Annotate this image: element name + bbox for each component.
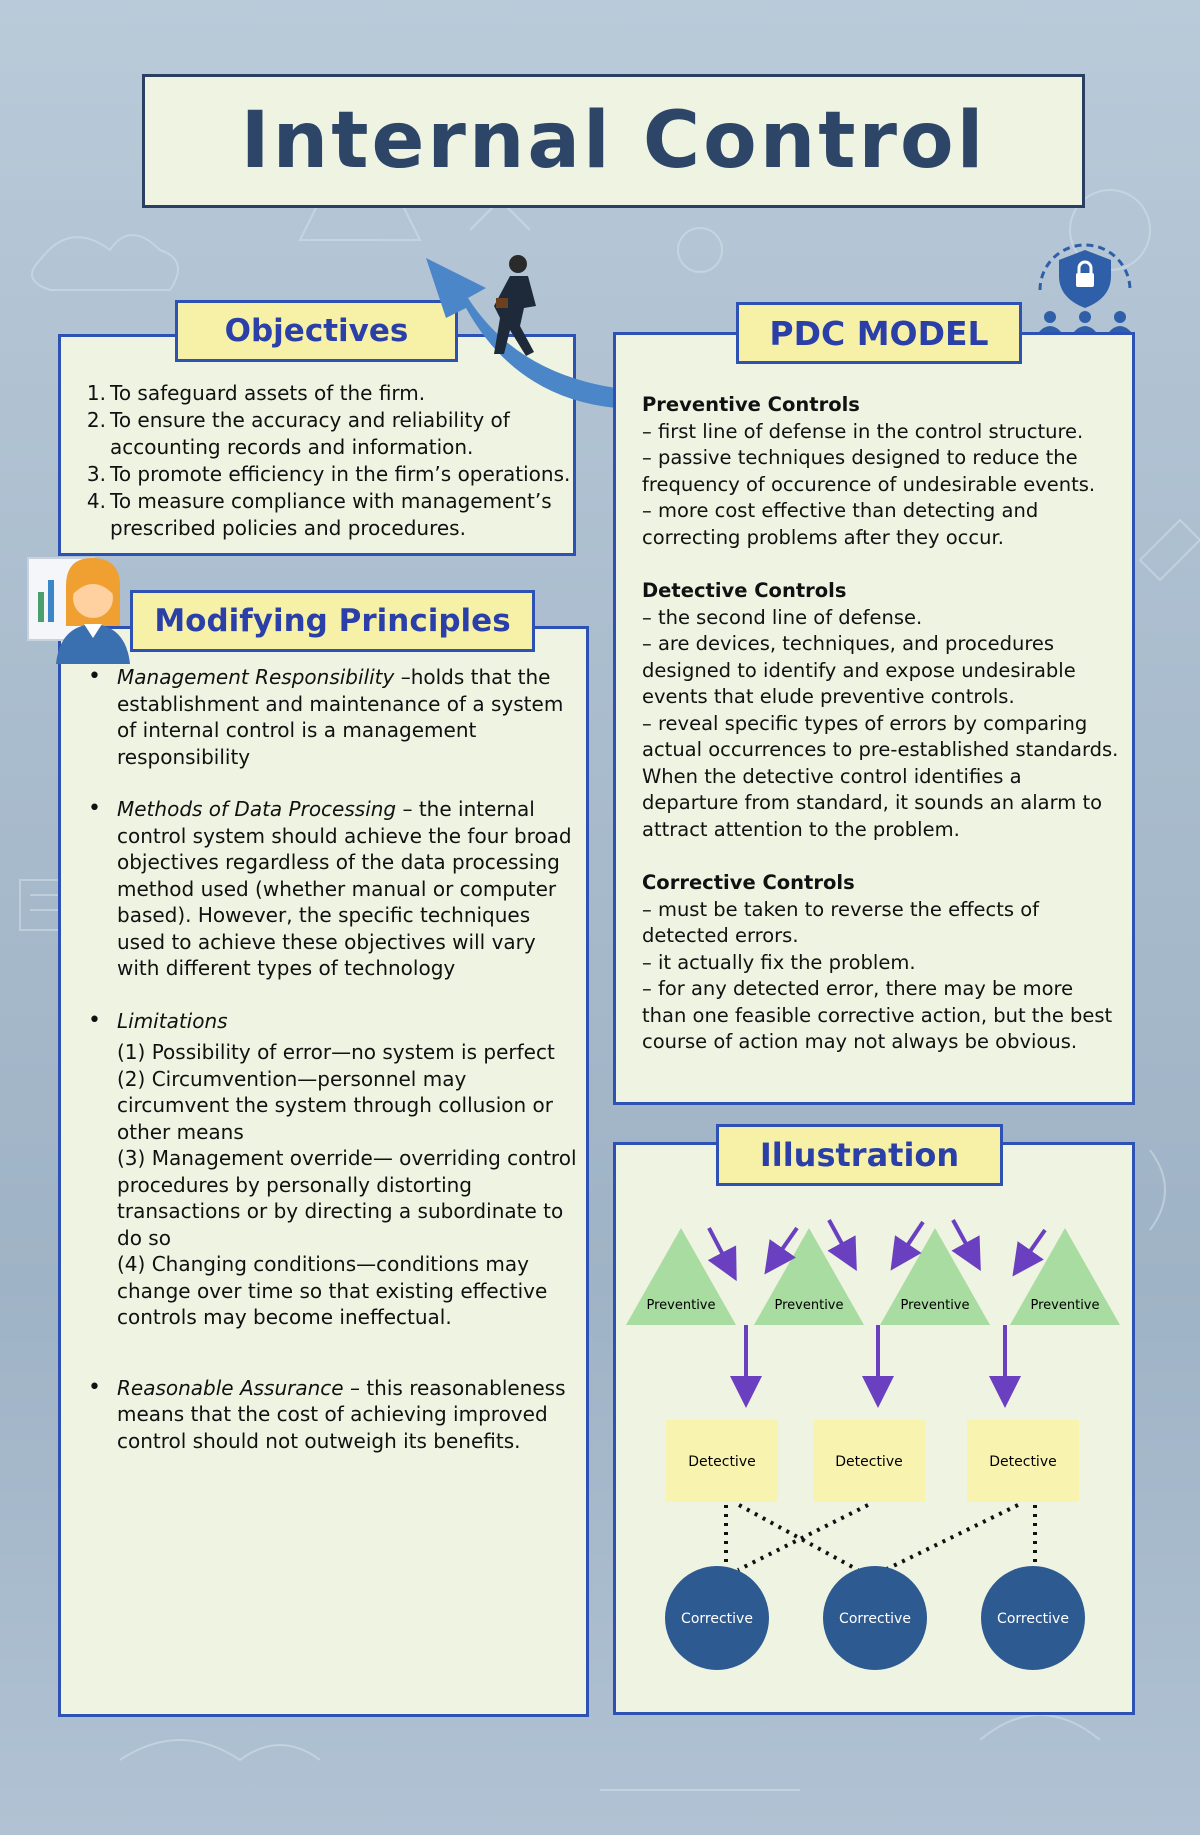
list-item: 2. To ensure the accuracy and reliability of <box>86 408 510 432</box>
title-banner <box>142 74 1085 208</box>
list-item: 4. To measure compliance with management’s <box>86 489 552 513</box>
detective-label: Detective <box>989 1454 1057 1470</box>
preventive-label: Preventive <box>900 1298 970 1313</box>
illustration-heading: Illustration <box>716 1124 1003 1186</box>
corrective-controls-title: Corrective Controls <box>642 871 855 894</box>
threat-arrow <box>709 1228 733 1274</box>
list-item: • Limitations (1) Possibility of error—no system is perfect (2) Circumvention—personnel may circumvent the system through collusion or other means (3) Management override— overriding control procedures by personally distorting transactions or by directing a subordinate to do so (4) Changing conditions—conditions may change over time so that existing effective controls may become ineffectual. <box>88 1008 578 1331</box>
presenter-woman-icon <box>26 556 138 664</box>
threat-arrow <box>953 1220 977 1264</box>
detective-label: Detective <box>688 1454 756 1470</box>
dotted-connector <box>885 1505 1018 1570</box>
preventive-label: Preventive <box>1030 1298 1100 1313</box>
corrective-label: Corrective <box>839 1611 911 1627</box>
dotted-connector <box>739 1505 858 1570</box>
list-item-continuation: prescribed policies and procedures. <box>110 516 466 540</box>
shield-lock-icon <box>1030 235 1140 333</box>
preventive-label: Preventive <box>774 1298 844 1313</box>
pdc-model-heading: PDC MODEL <box>736 302 1022 364</box>
modifying-principles-heading: Modifying Principles <box>130 590 535 652</box>
list-item-continuation: accounting records and information. <box>110 435 474 459</box>
objectives-heading: Objectives <box>175 300 458 362</box>
threat-arrow <box>1017 1230 1045 1270</box>
list-item: • Methods of Data Processing – the internal control system should achieve the four broad objectives regardless of the data processing method used (whether manual or computer based). However, the specific techniques used to achieve these objectives will vary with different types of technology <box>88 796 578 982</box>
preventive-label: Preventive <box>646 1298 716 1313</box>
list-item: • Management Responsibility –holds that the establishment and maintenance of a system of internal control is a management responsibility <box>88 664 578 770</box>
threat-arrow <box>829 1220 853 1264</box>
page-title: Internal Control <box>240 96 987 186</box>
list-item: 1. To safeguard assets of the firm. <box>86 381 426 405</box>
corrective-label: Corrective <box>997 1611 1069 1627</box>
preventive-controls-title: Preventive Controls <box>642 393 860 416</box>
list-item: • Reasonable Assurance – this reasonableness means that the cost of achieving improved control should not outweigh its benefits. <box>88 1375 578 1455</box>
pdc-model-text: Preventive Controls – first line of defense in the control structure. – passive techniques designed to reduce the frequency of occurence of undesirable events. – more cost effective than detecting and correcting problems after they occur. Detective Controls – the second line of defense. – are devices, techniques, and procedures designed to identify and expose undesirable events that elude preventive controls. – reveal specific types of errors by comparing actual occurrences to pre-established standards. When the detective control identifies a departure from standard, it sounds an alarm to attract attention to the problem. Corrective Controls – must be taken to reverse the effects of detected errors. – it actually fix the problem. – for any detected error, there may be more than one feasible corrective action, but the best course of action may not always be obvious. <box>642 392 1122 1056</box>
pdc-diagram <box>613 1200 1135 1700</box>
list-item: 3. To promote efficiency in the firm’s operations. <box>86 462 571 486</box>
detective-label: Detective <box>835 1454 903 1470</box>
businessman-arrow-icon <box>396 248 616 418</box>
corrective-label: Corrective <box>681 1611 753 1627</box>
modifying-principles-list <box>88 664 578 1454</box>
detective-controls-title: Detective Controls <box>642 579 847 602</box>
